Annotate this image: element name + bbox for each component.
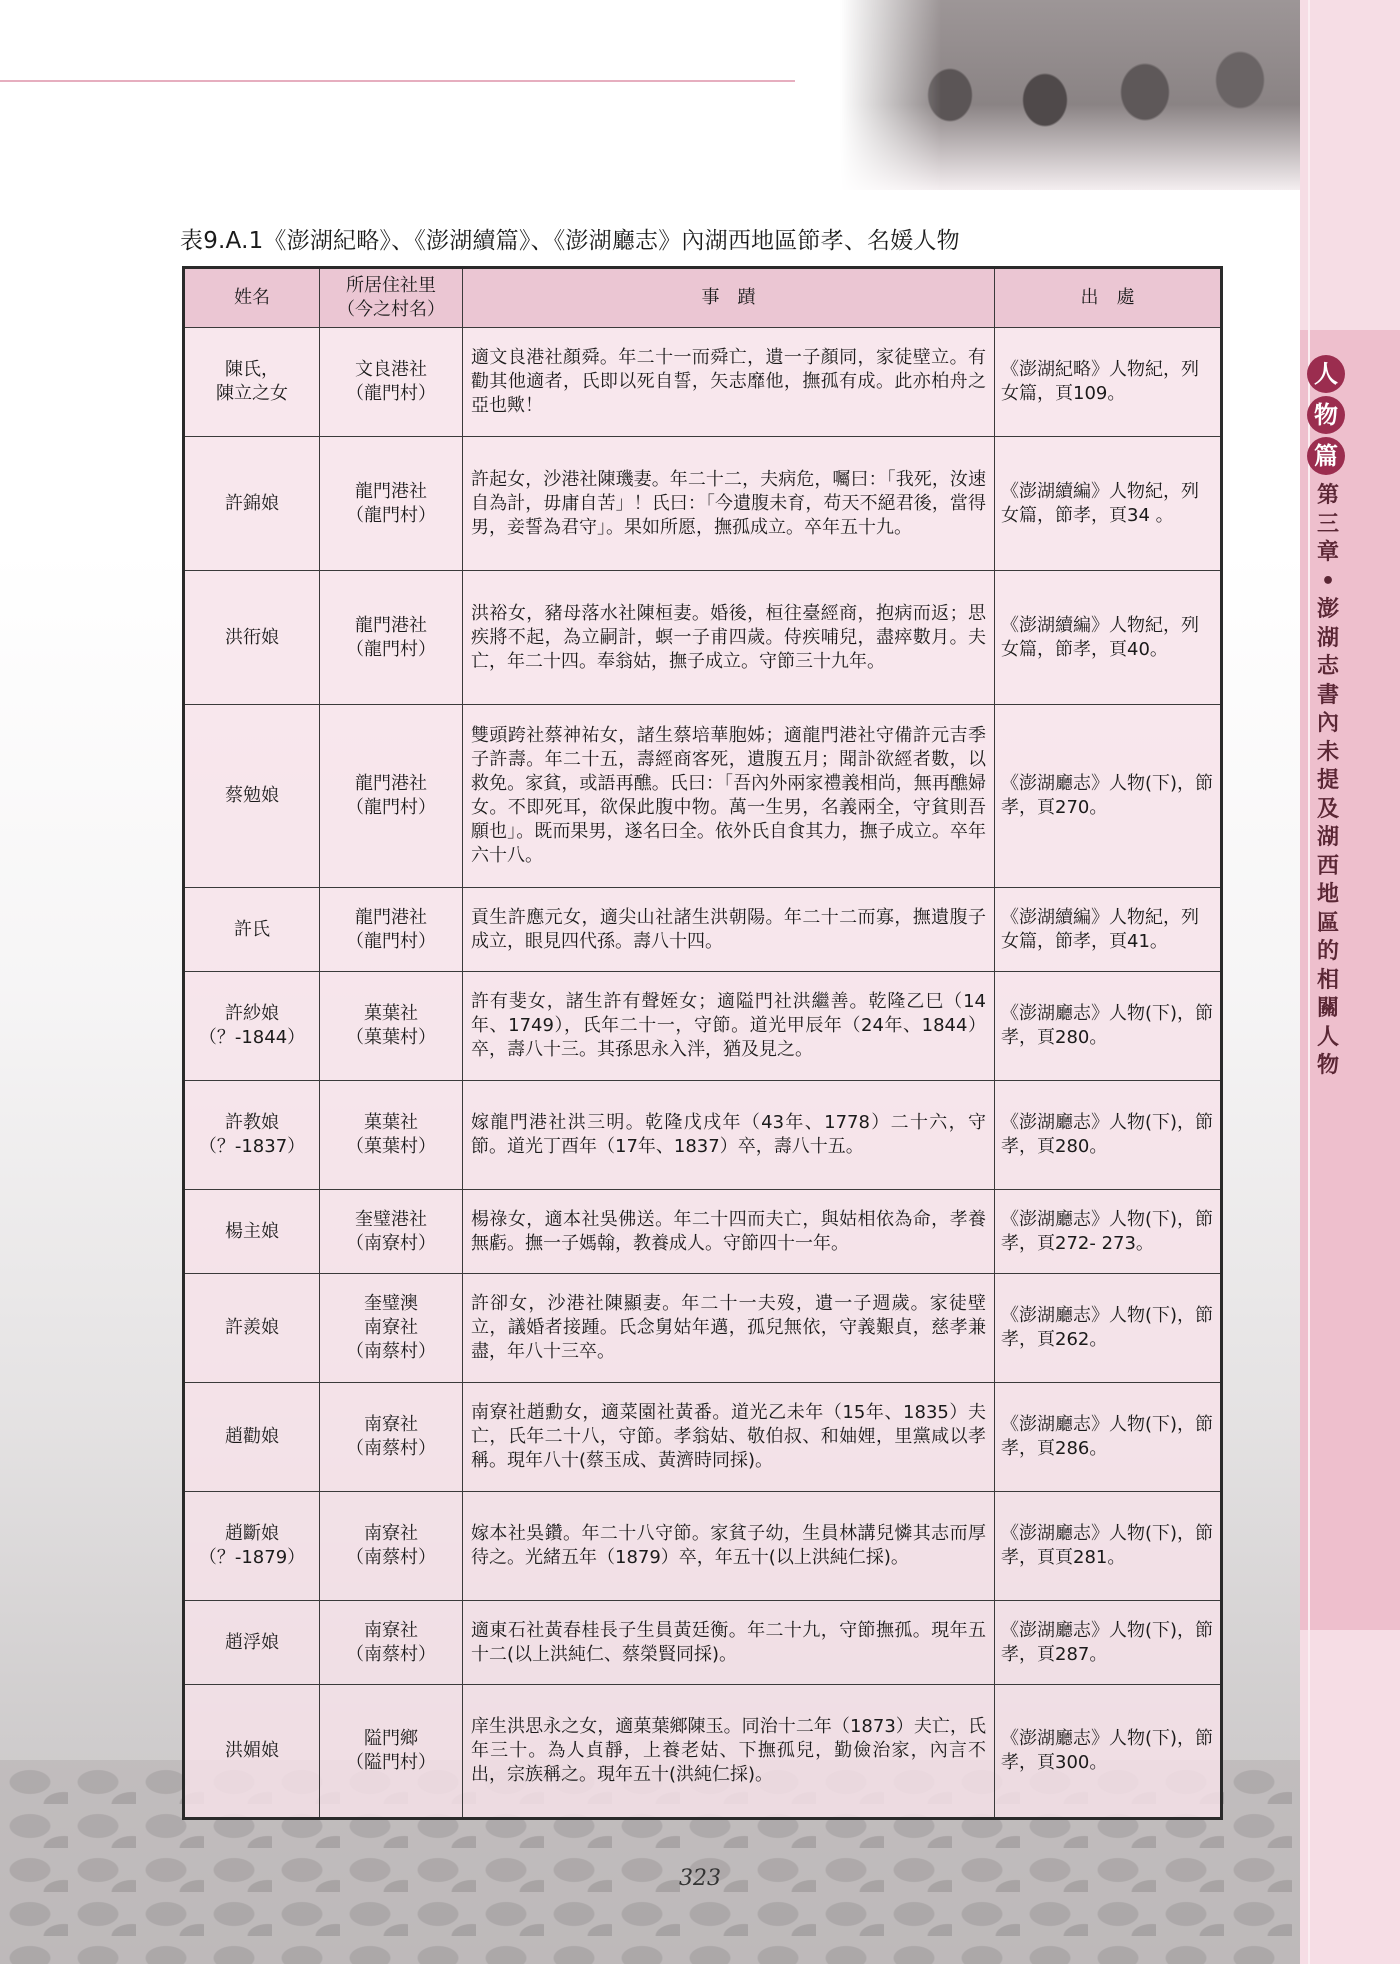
cell-deeds: 許起女，沙港社陳璣妻。年二十二，夫病危，囑曰：「我死，汝速自為計，毋庸自苦」！氏曰：「今遺腹未育，苟天不絕君後，當得男，妾誓為君守」。果如所愿，撫孤成立。卒年五十九。	[463, 437, 995, 571]
cell-village: 奎璧澳 南寮社 （南蔡村）	[320, 1274, 463, 1383]
header-name: 姓名	[184, 268, 320, 328]
cell-name: 趙浮娘	[184, 1601, 320, 1685]
cell-village: 文良港社 （龍門村）	[320, 328, 463, 437]
cell-deeds: 楊祿女，適本社吳佛送。年二十四而夫亡，與姑相依為命，孝養無虧。撫一子媽翰，教養成人。守節四十一年。	[463, 1190, 995, 1274]
table-row	[184, 571, 1222, 705]
table-row	[184, 1492, 1222, 1601]
header-deeds: 事 蹟	[463, 268, 995, 328]
table-row	[184, 888, 1222, 972]
cell-deeds: 嫁本社吳鑽。年二十八守節。家貧子幼，生員林講兒憐其志而厚待之。光緒五年（1879）卒，年五十(以上洪純仁採)。	[463, 1492, 995, 1601]
cell-name: 洪衎娘	[184, 571, 320, 705]
cell-deeds: 南寮社趙勳女，適菜園社黃番。道光乙未年（15年、1835）夫亡，氏年二十八，守節。孝翁姑、敬伯叔、和妯娌，里黨咸以孝稱。現年八十(蔡玉成、黃濟時同採)。	[463, 1383, 995, 1492]
cell-name: 楊主娘	[184, 1190, 320, 1274]
cell-village: 南寮社 （南蔡村）	[320, 1383, 463, 1492]
cell-deeds: 嫁龍門港社洪三明。乾隆戊戌年（43年、1778）二十六，守節。道光丁酉年（17年、1837）卒，壽八十五。	[463, 1081, 995, 1190]
cell-source: 《澎湖紀略》人物紀，列女篇，頁109。	[995, 328, 1222, 437]
table-row	[184, 1081, 1222, 1190]
cell-name: 許紗娘 （？-1844）	[184, 972, 320, 1081]
cell-source: 《澎湖廳志》人物(下)，節孝，頁頁281。	[995, 1492, 1222, 1601]
cell-source: 《澎湖續編》人物紀，列女篇，節孝，頁34 。	[995, 437, 1222, 571]
cell-deeds: 適東石社黃春桂長子生員黃廷衡。年二十九，守節撫孤。現年五十二(以上洪純仁、蔡榮賢同採)。	[463, 1601, 995, 1685]
cell-name: 許教娘 （？-1837）	[184, 1081, 320, 1190]
cell-source: 《澎湖廳志》人物(下)，節孝，頁270。	[995, 705, 1222, 888]
chapter-title: 第三章•澎湖志書內未提及湖西地區的相關人物	[1316, 483, 1339, 1078]
table-row	[184, 437, 1222, 571]
table-row	[184, 972, 1222, 1081]
cell-source: 《澎湖廳志》人物(下)，節孝，頁262。	[995, 1274, 1222, 1383]
cell-source: 《澎湖廳志》人物(下)，節孝，頁280。	[995, 972, 1222, 1081]
section-label	[1307, 355, 1349, 478]
section-char: 人	[1307, 355, 1345, 393]
cell-source: 《澎湖廳志》人物(下)，節孝，頁286。	[995, 1383, 1222, 1492]
cell-deeds: 洪裕女，豬母落水社陳桓妻。婚後，桓往臺經商，抱病而返；思疾將不起，為立嗣計，螟一子甫四歲。侍疾哺兒，盡瘁數月。夫亡，年二十四。奉翁姑，撫子成立。守節三十九年。	[463, 571, 995, 705]
table-row	[184, 328, 1222, 437]
header-source: 出 處	[995, 268, 1222, 328]
cell-village: 菓葉社 （菓葉村）	[320, 1081, 463, 1190]
cell-name: 蔡勉娘	[184, 705, 320, 888]
header-rule	[0, 80, 795, 82]
cell-source: 《澎湖廳志》人物(下)，節孝，頁287。	[995, 1601, 1222, 1685]
table-row	[184, 1601, 1222, 1685]
table-header-row	[184, 268, 1222, 328]
table-caption: 表9.A.1《澎湖紀略》、《澎湖續篇》、《澎湖廳志》內湖西地區節孝、名媛人物	[180, 228, 960, 254]
cell-name: 趙勸娘	[184, 1383, 320, 1492]
cell-name: 洪媚娘	[184, 1685, 320, 1819]
cell-source: 《澎湖廳志》人物(下)，節孝，頁280。	[995, 1081, 1222, 1190]
header-village: 所居住社里 （今之村名）	[320, 268, 463, 328]
cell-name: 許錦娘	[184, 437, 320, 571]
cell-deeds: 庠生洪思永之女，適菓葉鄉陳玉。同治十二年（1873）夫亡，氏年三十。為人貞靜，上養老姑、下撫孤兒，勤儉治家，內言不出，宗族稱之。現年五十(洪純仁採)。	[463, 1685, 995, 1819]
cell-name: 陳氏， 陳立之女	[184, 328, 320, 437]
table-row	[184, 1190, 1222, 1274]
page-number: 323	[679, 1866, 721, 1891]
cell-name: 趙斷娘 （？-1879）	[184, 1492, 320, 1601]
cell-deeds: 適文良港社顏舜。年二十一而舜亡，遺一子顏同，家徒壁立。有勸其他適者，氏即以死自誓，矢志靡他，撫孤有成。此亦柏舟之亞也歟！	[463, 328, 995, 437]
table-row	[184, 1383, 1222, 1492]
table-row	[184, 1685, 1222, 1819]
table-row	[184, 705, 1222, 888]
cell-source: 《澎湖續編》人物紀，列女篇，節孝，頁40。	[995, 571, 1222, 705]
cell-village: 奎璧港社 （南寮村）	[320, 1190, 463, 1274]
cell-source: 《澎湖廳志》人物(下)，節孝，頁300。	[995, 1685, 1222, 1819]
table-row	[184, 1274, 1222, 1383]
people-table	[182, 266, 1223, 1820]
cell-deeds: 雙頭跨社蔡神祐女，諸生蔡培華胞姊；適龍門港社守備許元吉季子許壽。年二十五，壽經商客死，遺腹五月；聞訃欲經者數，以救免。家貧，或語再醮。氏曰：「吾內外兩家禮義相尚，無再醮婦女。不即死耳，欲保此腹中物。萬一生男，名義兩全，守貧則吾願也」。既而果男，遂名曰全。依外氏自食其力，撫子成立。卒年六十八。	[463, 705, 995, 888]
cell-deeds: 許有斐女，諸生許有聲姪女；適隘門社洪繼善。乾隆乙巳（14年、1749），氏年二十一，守節。道光甲辰年（24年、1844）卒，壽八十三。其孫思永入泮，猶及見之。	[463, 972, 995, 1081]
cell-village: 隘門鄉 （隘門村）	[320, 1685, 463, 1819]
cell-village: 龍門港社 （龍門村）	[320, 437, 463, 571]
section-char: 篇	[1307, 437, 1345, 475]
cell-deeds: 許卻女，沙港社陳顯妻。年二十一夫歿，遺一子週歲。家徒壁立，議婚者接踵。氏念舅姑年邁，孤兒無依，守義艱貞，慈孝兼盡，年八十三卒。	[463, 1274, 995, 1383]
cell-deeds: 貢生許應元女，適尖山社諸生洪朝陽。年二十二而寡，撫遺腹子成立，眼見四代孫。壽八十四。	[463, 888, 995, 972]
cell-name: 許羨娘	[184, 1274, 320, 1383]
cell-source: 《澎湖續編》人物紀，列女篇，節孝，頁41。	[995, 888, 1222, 972]
cell-name: 許氏	[184, 888, 320, 972]
cell-village: 龍門港社 （龍門村）	[320, 571, 463, 705]
header-photo	[840, 0, 1300, 190]
cell-village: 龍門港社 （龍門村）	[320, 888, 463, 972]
cell-village: 南寮社 （南蔡村）	[320, 1601, 463, 1685]
cell-village: 菓葉社 （菓葉村）	[320, 972, 463, 1081]
cell-village: 龍門港社 （龍門村）	[320, 705, 463, 888]
section-char: 物	[1307, 396, 1345, 434]
cell-village: 南寮社 （南蔡村）	[320, 1492, 463, 1601]
cell-source: 《澎湖廳志》人物(下)，節孝，頁272- 273。	[995, 1190, 1222, 1274]
